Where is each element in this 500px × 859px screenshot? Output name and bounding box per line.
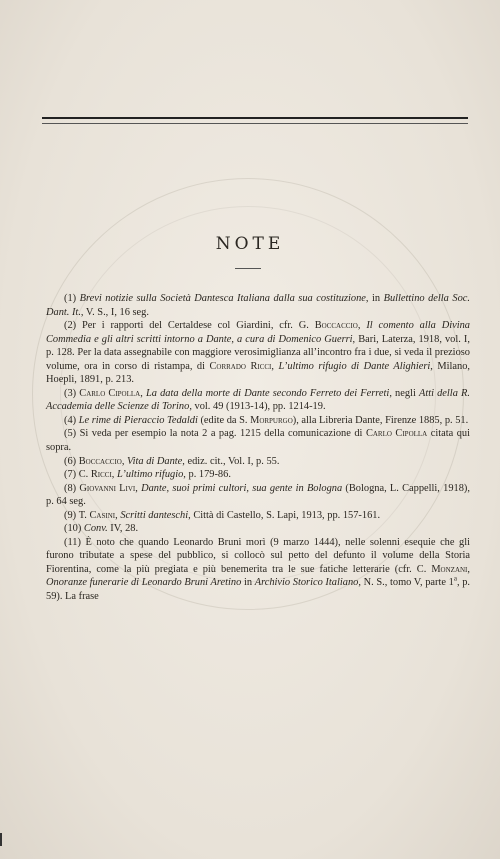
footnote-text: ,	[231, 333, 237, 345]
footnote-title: Bullettino della Soc. Dant. It.	[46, 293, 470, 318]
footnote-marker: (7)	[64, 469, 77, 481]
footnote-text: ,	[135, 482, 142, 494]
footnote	[46, 427, 470, 454]
page-title: NOTE	[215, 234, 285, 254]
footnote	[46, 468, 470, 482]
footnote-text: ,	[121, 455, 128, 467]
footnote-author: Morpurgo	[250, 414, 293, 426]
footnote-marker: (3)	[64, 387, 77, 399]
footnote-text: , ediz. cit., Vol. I, p. 55.	[182, 455, 280, 467]
footnote-title: Onoranze funerarie di Leonardo Bruni Aretino	[46, 577, 242, 589]
footnote-author: Monzani	[431, 563, 468, 575]
footnote-title: Atti della R. Accademia delle Scienze di Torino	[46, 387, 470, 413]
footnote-author: T. Casini	[78, 509, 116, 521]
footnote-text: (edite da S.	[197, 414, 251, 426]
footnote	[46, 319, 470, 387]
footnote-text: ,	[467, 563, 470, 575]
footnote-marker: (6)	[64, 455, 77, 467]
footnote-title: Brevi notizie sulla Società Dantesca Italiana dalla sua costituzione	[79, 293, 366, 304]
footnote-marker: (10)	[64, 523, 82, 535]
footnote-title: Il comento alla Divina Commedia e gli altri scritti intorno a Dante	[46, 320, 470, 345]
footnote-title: L’ultimo rifugio	[117, 469, 184, 481]
footnote-text: , Città di Castello, S. Lapi, 1913, pp. 157-161.	[188, 509, 381, 521]
footnote-title: Dante, suoi primi cultori, sua gente in Bologna	[141, 482, 343, 494]
footnote-text: in	[241, 577, 255, 589]
footnote-title: La data della morte di Dante secondo Ferreto dei Ferreti	[145, 387, 390, 399]
footnote-marker: (2)	[64, 320, 77, 332]
footnote-text: ,	[271, 360, 279, 372]
footnote-title: Scritti danteschi	[120, 509, 189, 521]
footnote-text: Per i rapporti del Certaldese col Giardini, cfr. G.	[82, 320, 315, 332]
title-divider	[235, 268, 261, 269]
footnote	[46, 509, 470, 523]
footnote-text: IV, 28.	[107, 523, 139, 535]
footnote-text: citata qui sopra.	[46, 428, 470, 454]
footnote	[46, 522, 470, 536]
footnote-text: , negli	[389, 387, 419, 399]
footnote-title: Archivio Storico Italiano	[254, 577, 359, 589]
footnote-text: , p. 59). La frase	[46, 577, 470, 603]
footnote-marker: (5)	[64, 428, 77, 440]
footnote	[46, 482, 470, 509]
footnote-text: , in	[365, 293, 384, 304]
footnote-text: , p. 179-86.	[183, 469, 231, 481]
footnote-text: Si veda per esempio la nota 2 a pag. 1215 della comunicazione di	[79, 428, 366, 440]
edge-mark	[0, 833, 2, 846]
footnote-title: L’ultimo rifugio di Dante Alighieri	[278, 360, 431, 372]
footnote-marker: (11)	[64, 536, 81, 548]
footnote-marker: (1)	[64, 293, 77, 304]
footnote-title: Le rime di Pieraccio Tedaldi	[78, 414, 198, 426]
footnote-author: C. Ricci	[78, 469, 112, 481]
footnote-text: ), alla Libreria Dante, Firenze 1885, p. 51.	[292, 414, 469, 426]
footnote	[46, 387, 470, 414]
footnote-author: Boccaccio	[78, 455, 122, 467]
footnote	[46, 536, 470, 604]
header-rule-thin	[42, 123, 468, 124]
footnote-title: Vita di Dante	[127, 455, 183, 467]
footnote-text: , Bari, Laterza, 1918, vol. I, p. 128. Per la data assegnabile con maggiore verosimiglianza all’incontro fra i due, si veda il prezioso volume, ora in corso di ristampa, di	[46, 333, 470, 372]
footnote-text: È noto che quando Leonardo Bruni morì (9 marzo 1444), nelle solenni esequie che gli furono tributate a spese del pubblico, si collocò sul petto del defunto il volume della Storia Fiorentina, come la più pregiata e più benemerita tra le sue fatiche letterarie (cfr. C.	[46, 536, 470, 575]
footnote-text: (Bologna, L. Cappelli, 1918), p. 64 seg.	[46, 482, 470, 508]
footnote-marker: (8)	[64, 482, 77, 494]
footnote-text: ,	[140, 387, 146, 399]
footnote-author: Carlo Cipolla	[79, 387, 141, 399]
footnote-text: , V. S., I, 16 seg.	[80, 306, 149, 318]
footnote-text: , vol. 49 (1913-14), pp. 1214-19.	[189, 401, 326, 413]
footnote-marker: (9)	[64, 509, 77, 521]
footnote	[46, 292, 470, 319]
footnote-text: a	[453, 575, 457, 584]
footnote-title: Conv.	[83, 523, 108, 535]
footnote-text: , Milano, Hoepli, 1891, p. 213.	[46, 360, 470, 386]
footnote-title: a cura di Domenico Guerri	[237, 333, 353, 345]
footnote-author: Carlo Cipolla	[365, 428, 428, 440]
footnote-text: ,	[115, 509, 121, 521]
footnote	[46, 414, 470, 428]
footnote-text: , N. S., tomo V, parte 1	[358, 577, 454, 589]
footnote-author: Corrado Ricci	[209, 360, 272, 372]
footnote-text: ,	[357, 320, 367, 332]
footnote-marker: (4)	[64, 414, 77, 426]
notes-list	[46, 292, 470, 604]
footnote-text: ,	[111, 469, 117, 481]
footnote	[46, 455, 470, 469]
header-rule-thick	[42, 117, 468, 119]
footnote-author: Boccaccio	[314, 320, 358, 332]
footnote-author: Giovanni Livi	[79, 482, 136, 494]
